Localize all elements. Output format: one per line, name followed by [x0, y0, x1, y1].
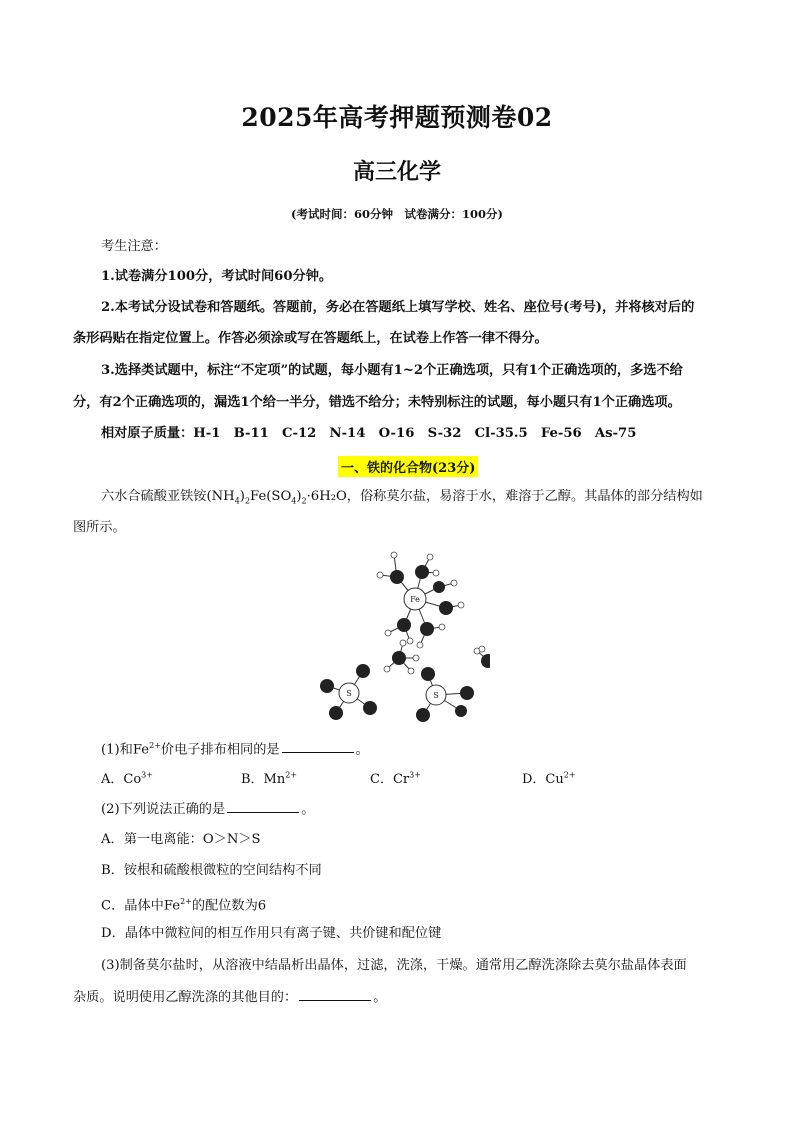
q1-option-d-text: D．Cu — [522, 772, 564, 787]
page-subtitle: 高三化学 — [352, 160, 441, 185]
notice-item-1: 1.试卷满分100分，考试时间60分钟。 — [101, 269, 333, 284]
intro-sub-2: 2 — [244, 496, 251, 506]
intro-text-1: 六水合硫酸亚铁铵(NH — [101, 489, 235, 504]
exam-info: (考试时间：60分钟 试卷满分：100分) — [291, 207, 503, 221]
intro-text-4: ) — [296, 489, 302, 504]
question-intro-line-2: 图所示。 — [73, 520, 126, 535]
question-2 — [101, 800, 751, 819]
intro-text-3: Fe(SO — [250, 489, 292, 504]
q2-option-d: D．晶体中微粒间的相互作用只有离子键、共价键和配位键 — [101, 926, 442, 941]
answer-blank — [299, 988, 371, 1001]
question-intro — [101, 488, 751, 511]
q2-stem: (2)下列说法正确的是 — [101, 802, 226, 817]
q2-option-c-text-1: C．晶体中Fe — [101, 898, 181, 914]
question-3-line-1: (3)制备莫尔盐时，从溶液中结晶析出晶体，过滤，洗涤，干燥。通常用乙醇洗涤除去莫尔盐晶体表面 — [101, 958, 687, 973]
q1-option-a — [101, 768, 153, 787]
q1-option-a-sup: 3+ — [141, 770, 153, 780]
q2-option-b: B．铵根和硫酸根微粒的空间结构不同 — [101, 863, 322, 878]
notice-item-2-line-2: 条形码贴在指定位置上。作答必须涂或写在答题纸上，在试卷上作答一律不得分。 — [73, 331, 548, 346]
fe-label: Fe — [410, 595, 420, 604]
q2-option-a: A．第一电离能：O＞N＞S — [101, 832, 261, 847]
question-3-line-2 — [73, 988, 723, 1007]
notice-item-2-line-1: 2.本考试分设试卷和答题纸。答题前，务必在答题纸上填写学校、姓名、座位号(考号)，并将核对后的 — [101, 300, 695, 315]
q2-option-c-sup: 2+ — [180, 897, 192, 906]
q1-text-1: (1)和Fe — [101, 742, 150, 758]
q1-option-c — [370, 768, 421, 787]
q1-option-b-sup: 2+ — [285, 770, 298, 780]
answer-blank — [282, 740, 354, 753]
central-atoms — [339, 588, 446, 705]
intro-text-2: ) — [239, 489, 245, 504]
question-1 — [101, 737, 751, 759]
q1-option-b — [241, 768, 297, 787]
q2-option-c-text-2: 的配位数为6 — [191, 898, 267, 914]
intro-sub-4: 2 — [301, 496, 307, 506]
intro-sub-1: 4 — [234, 496, 240, 506]
s-label-2: S — [433, 691, 439, 700]
answer-blank — [227, 800, 299, 813]
q1-option-b-text: B．Mn — [241, 772, 286, 787]
s-label-1: S — [346, 689, 352, 698]
q1-option-d-sup: 2+ — [563, 770, 576, 780]
notice-item-3-line-1: 3.选择类试题中，标注“不定项”的试题，每小题有1~2个正确选项，只有1个正确选项的，多选不给 — [101, 363, 683, 378]
q2-end: 。 — [301, 802, 315, 817]
page-title: 2025年高考押题预测卷02 — [241, 103, 553, 132]
q1-option-c-text: C．Cr — [370, 772, 410, 787]
q1-option-d — [522, 768, 576, 787]
q3-end: 。 — [373, 990, 387, 1005]
intro-sub-3: 4 — [291, 496, 297, 506]
notice-heading: 考生注意： — [101, 239, 167, 254]
section-heading: 一、铁的化合物(23分) — [338, 456, 478, 477]
q1-option-a-text: A．Co — [101, 772, 142, 787]
atomic-masses: 相对原子质量：H-1 B-11 C-12 N-14 O-16 S-32 Cl-35.5 Fe-56 As-75 — [101, 426, 637, 441]
q1-sup: 2+ — [149, 741, 161, 750]
q2-option-c — [101, 893, 751, 915]
crystal-structure-figure — [310, 545, 490, 730]
intro-text-5: ·6H₂O，俗称莫尔盐，易溶于水，难溶于乙醇。其晶体的部分结构如 — [306, 489, 703, 504]
q1-option-c-sup: 3+ — [409, 770, 421, 780]
notice-item-3-line-2: 分，有2个正确选项的，漏选1个给一半分，错选不给分；未特别标注的试题，每小题只有1个正确选项。 — [73, 395, 681, 410]
q1-end: 。 — [355, 742, 369, 758]
q3-text: 杂质。说明使用乙醇洗涤的其他目的： — [73, 990, 298, 1005]
q1-text-2: 价电子排布相同的是 — [160, 742, 280, 758]
